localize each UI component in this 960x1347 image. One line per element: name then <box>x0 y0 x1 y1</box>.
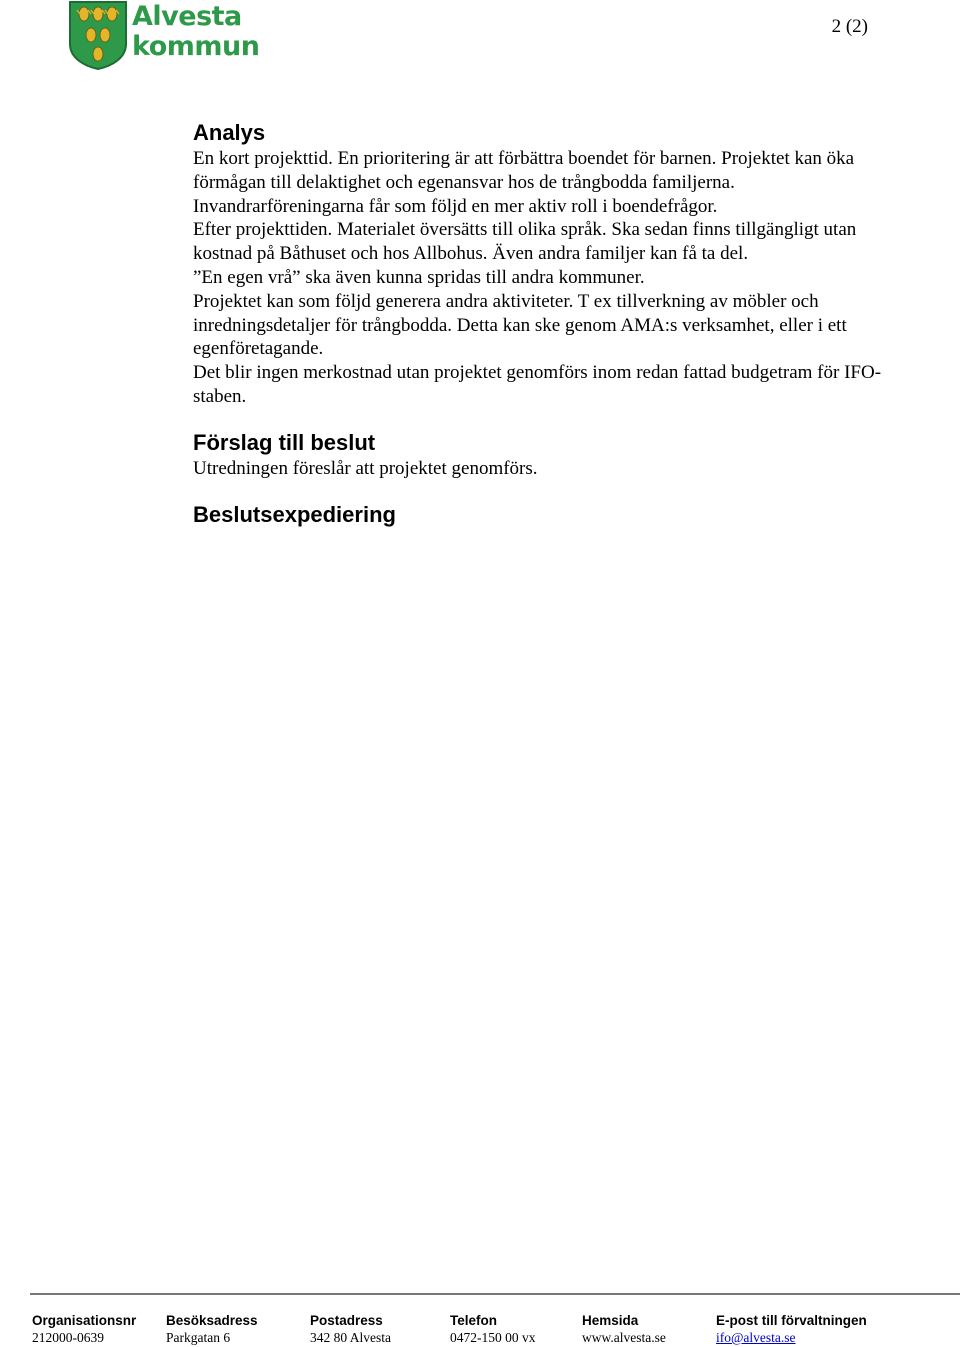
paragraph: ”En egen vrå” ska även kunna spridas till andra kommuner. <box>193 266 645 288</box>
footer-col-organisationsnr <box>32 1313 136 1346</box>
paragraph: Utredningen föreslår att projektet genomförs. <box>193 457 538 479</box>
footer-value: www.alvesta.se <box>582 1330 666 1345</box>
paragraph: Det blir ingen merkostnad utan projektet genomförs inom redan fattad budgetram för IFO-staben. <box>193 362 882 407</box>
footer-label: Postadress <box>310 1313 383 1328</box>
footer-value: 342 80 Alvesta <box>310 1330 391 1345</box>
section-forslag-till-beslut <box>193 429 893 481</box>
footer-col-hemsida <box>582 1313 666 1346</box>
footer-label: Organisationsnr <box>32 1313 137 1328</box>
coat-of-arms-icon <box>68 0 128 70</box>
section-heading: Förslag till beslut <box>193 429 376 455</box>
logo-line-alvesta: Alvesta <box>132 1 242 32</box>
section-beslutsexpediering <box>193 501 893 529</box>
paragraph: Efter projekttiden. Materialet översätts till olika språk. Ska sedan finns tillgängligt utan kostnad på Båthuset och hos Allbohus. Även andra familjer kan få ta del. <box>193 219 857 265</box>
section-analys <box>193 119 893 409</box>
section-heading: Analys <box>193 120 266 145</box>
paragraph: Projektet kan som följd generera andra aktiviteter. T ex tillverkning av möbler och inredningsdetaljer för trångbodda. Detta kan ske genom AMA:s verksamhet, eller i ett egenföretagande. <box>193 290 847 360</box>
document-body <box>193 119 893 549</box>
footer-divider <box>30 1293 960 1295</box>
logo-wordmark <box>132 2 260 62</box>
paragraph: En kort projekttid. En prioritering är att förbättra boendet för barnen. Projektet kan öka förmågan till delaktighet och egenansvar hos de trångbodda familjerna. Invandrarföreningarna får som följd en mer aktiv roll i boendefrågor. <box>193 148 855 217</box>
logo-line-kommun: kommun <box>132 31 260 62</box>
footer-col-telefon <box>450 1313 536 1346</box>
footer-label: Telefon <box>450 1313 497 1328</box>
footer-label: E-post till förvaltningen <box>716 1313 867 1328</box>
section-heading: Beslutsexpediering <box>193 501 396 527</box>
page-number: 2 (2) <box>831 16 868 37</box>
footer-label: Besöksadress <box>166 1313 258 1328</box>
email-link[interactable]: ifo@alvesta.se <box>716 1330 796 1345</box>
footer-col-epost <box>716 1313 867 1346</box>
footer-col-postadress <box>310 1313 391 1346</box>
footer-label: Hemsida <box>582 1313 639 1328</box>
footer-col-besoksadress <box>166 1313 258 1346</box>
footer-value: 0472-150 00 vx <box>450 1330 536 1345</box>
footer-value: 212000-0639 <box>32 1330 104 1345</box>
footer-value: Parkgatan 6 <box>166 1330 231 1345</box>
alvesta-kommun-logo <box>68 0 258 72</box>
